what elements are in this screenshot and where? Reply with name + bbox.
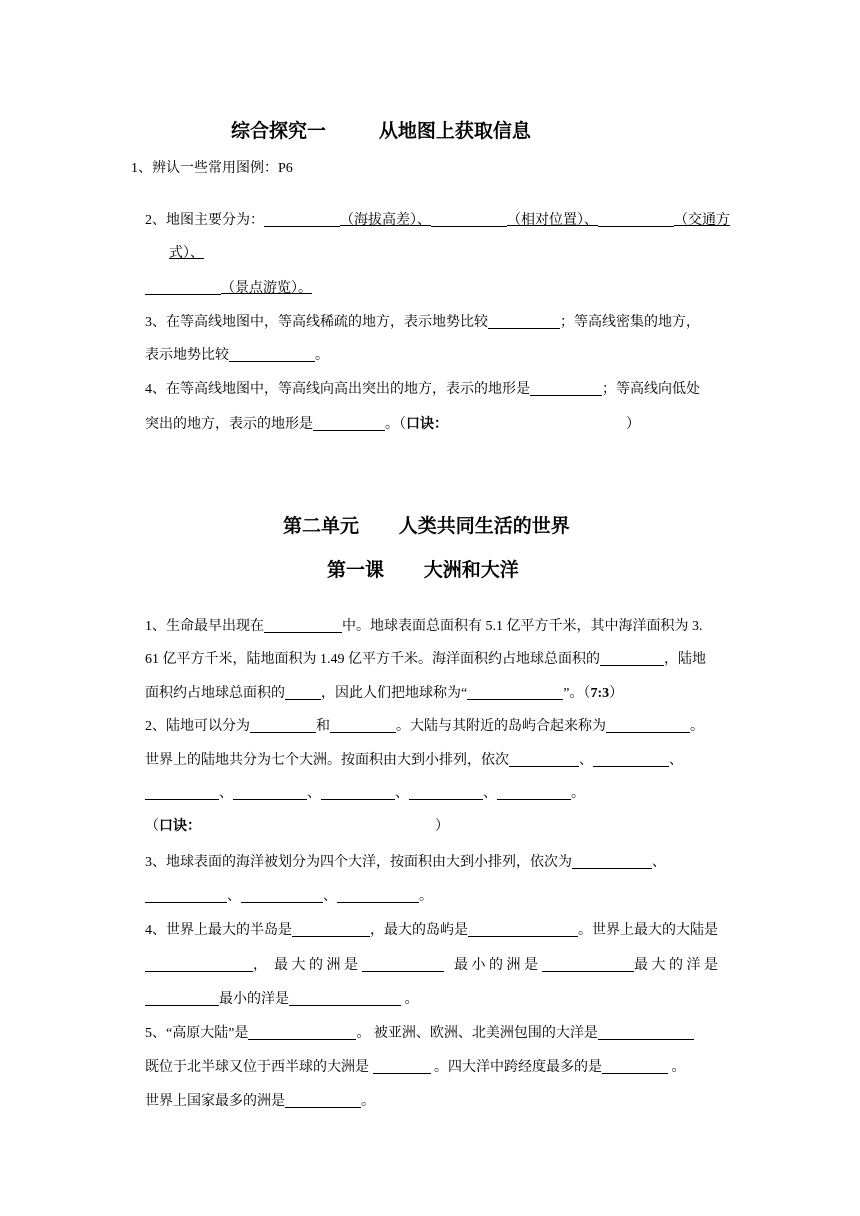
lesson-title: 第一课 大洲和大洋 xyxy=(327,559,519,581)
q-text: 。四大洋中跨经度最多的是 xyxy=(430,1060,602,1075)
ratio-hint: 7:3 xyxy=(590,686,610,701)
q-text: （ xyxy=(145,819,159,834)
q3-text: ；等高线密集的地方， xyxy=(560,315,700,330)
s1-question-1: 1、辨认一些常用图例：P6 xyxy=(131,161,293,176)
period: 。 xyxy=(419,889,433,904)
separator: 、 xyxy=(307,786,321,801)
q-text: 3、地球表面的海洋被划分为四个大洋，按面积由大到小排列，依次为 xyxy=(145,855,572,870)
separator: 、 xyxy=(483,786,497,801)
q-text: ） xyxy=(609,686,624,701)
q4-text: ） xyxy=(626,417,640,432)
q-text: 最小的洋是 xyxy=(219,992,289,1007)
q4-text: 4、在等高线地图中，等高线向高出突出的地方，表示的地形是 xyxy=(145,382,530,397)
q3-text: 。 xyxy=(315,348,329,363)
period: 。 xyxy=(571,786,585,801)
q4-text: ；等高线向低处 xyxy=(602,382,700,397)
q-text: 。 xyxy=(401,992,419,1007)
q-text: 61 亿平方千米，陆地面积为 1.49 亿平方千米。海洋面积约占地球总面积的 xyxy=(145,652,600,667)
separator: 、 xyxy=(395,786,409,801)
q-text: 世界上的陆地共分为七个大洲。按面积由大到小排列，依次 xyxy=(145,753,509,768)
blank[interactable] xyxy=(285,1091,361,1108)
q-text: 中。地球表面总面积有 5.1 亿平方千米，其中海洋面积为 3. xyxy=(342,619,703,634)
q-text: 。 xyxy=(668,1060,686,1075)
q-text: ， 最 大 的 洲 是 xyxy=(253,958,358,973)
q-text: 最 小 的 洲 是 xyxy=(454,958,538,973)
q3-text: 3、在等高线地图中，等高线稀疏的地方，表示地势比较 xyxy=(145,315,488,330)
unit-title: 第二单元 人类共同生活的世界 xyxy=(283,515,570,537)
q2-cont: 式）、 xyxy=(169,246,204,261)
q-text: 世界上国家最多的洲是 xyxy=(145,1094,285,1109)
s1-question-4-cont xyxy=(131,394,731,455)
section1-title: 综合探究一 从地图上获取信息 xyxy=(231,120,531,142)
q2-c-tail: （交通方 xyxy=(674,213,730,228)
mnemonic-label: 口诀： xyxy=(406,417,448,432)
q-text: ”。（ xyxy=(563,686,591,701)
q-text: 最 大 的 洋 是 xyxy=(634,958,718,973)
mnemonic-label: 口诀： xyxy=(159,819,201,834)
blank[interactable] xyxy=(313,414,385,431)
separator: 、 xyxy=(227,889,241,904)
q3-text: 表示地势比较 xyxy=(145,348,229,363)
q-text: ，因此人们把地球称为“ xyxy=(321,686,468,701)
q2-d-tail: （景点游览）。 xyxy=(221,281,312,296)
q-text: 。 xyxy=(361,1094,375,1109)
s2-question-5-l3 xyxy=(131,1071,731,1132)
q-text: 2、陆地可以分为 xyxy=(145,719,250,734)
q4-text: 。（ xyxy=(385,417,406,432)
q-text: 。世界上最大的大陆是 xyxy=(578,923,718,938)
q-text: 。 xyxy=(690,719,704,734)
q-text: 和 xyxy=(316,719,330,734)
q-text: ，最大的岛屿是 xyxy=(370,923,468,938)
separator: 、 xyxy=(219,786,233,801)
q-text: 面积约占地球总面积的 xyxy=(145,686,285,701)
q-text: 。大陆与其附近的岛屿合起来称为 xyxy=(396,719,606,734)
q-text: ） xyxy=(435,819,449,834)
q-text: 既位于北半球又位于西半球的大洲是 xyxy=(145,1060,373,1075)
q-text: 4、世界上最大的半岛是 xyxy=(145,923,292,938)
q-text: 1、生命最早出现在 xyxy=(145,619,264,634)
separator: 、 xyxy=(652,855,666,870)
q4-text: 突出的地方，表示的地形是 xyxy=(145,417,313,432)
q2-a-tail: （海拔高差）、 xyxy=(340,213,431,228)
separator: 、 xyxy=(579,753,593,768)
separator: 、 xyxy=(323,889,337,904)
q-text: 5、“高原大陆”是 xyxy=(145,1026,249,1041)
q-text: 。 被亚洲、欧洲、北美洲包围的大洋是 xyxy=(356,1026,598,1041)
separator: 、 xyxy=(669,753,683,768)
q2-b-tail: （相对位置）、 xyxy=(507,213,598,228)
q-text: ，陆地 xyxy=(664,652,706,667)
q2-prefix: 2、地图主要分为： xyxy=(145,213,264,228)
